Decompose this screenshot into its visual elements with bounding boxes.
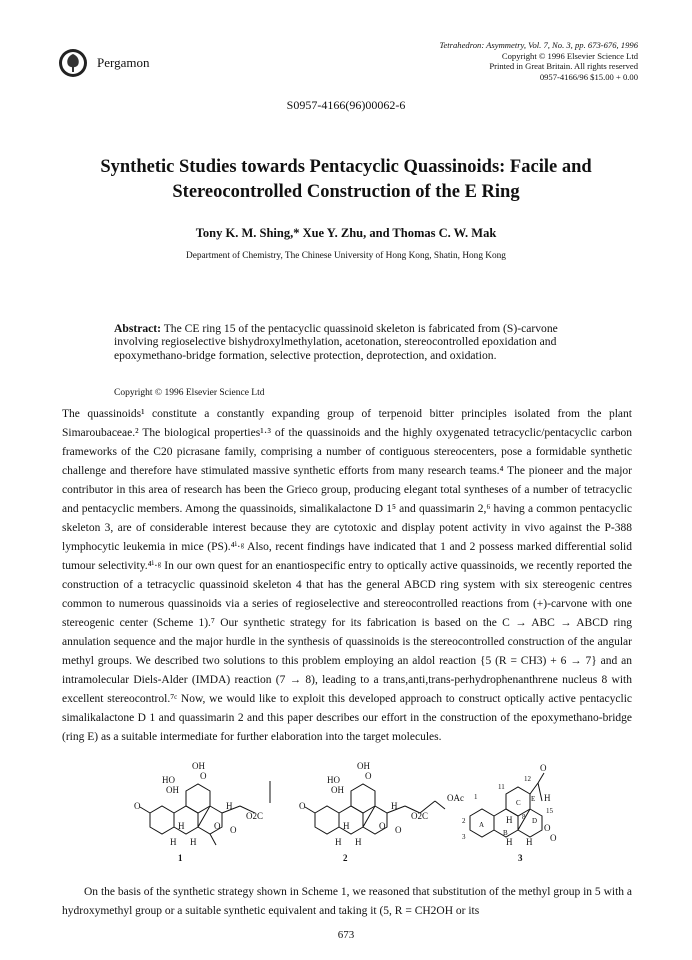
label-o2c-1: O2C (246, 811, 264, 821)
label-o-2c: O (379, 821, 386, 831)
printed-line: Printed in Great Britain. All rights reserved (489, 61, 638, 72)
affiliation: Department of Chemistry, The Chinese University of Hong Kong, Shatin, Hong Kong (186, 251, 506, 261)
label-o-1b: O (134, 801, 141, 811)
label-o2c-2: O2C (411, 811, 429, 821)
locant-15: 15 (546, 807, 553, 815)
locant-2: 2 (462, 817, 466, 825)
label-o-2b: O (299, 801, 306, 811)
ring-c: C (516, 799, 521, 807)
ring-e: E (531, 795, 536, 803)
label-oh-1: OH (192, 761, 205, 771)
label-h-3b: H (506, 815, 513, 825)
label-o-2d: O (395, 825, 402, 835)
publisher-name: Pergamon (97, 55, 150, 70)
locant-1: 1 (474, 793, 478, 801)
copyright-line: Copyright © 1996 Elsevier Science Ltd (501, 50, 638, 61)
label-ho-2: HO (327, 775, 340, 785)
authors: Tony K. M. Shing,* Xue Y. Zhu, and Thomas C. W. Mak (195, 226, 497, 240)
journal-info (378, 40, 638, 82)
label-o-1a: O (200, 771, 207, 781)
ring-b: B (503, 829, 508, 837)
compound-number-1: 1 (178, 853, 183, 863)
label-ho-1: HO (162, 775, 175, 785)
paper-title (60, 155, 632, 205)
locant-11: 11 (498, 783, 505, 791)
locant-8: 8 (522, 813, 526, 821)
ring-a: A (479, 821, 485, 829)
label-h-1c: H (170, 837, 177, 847)
compound-number-3: 3 (518, 853, 523, 863)
label-oh-2b: OH (331, 785, 344, 795)
label-h-2d: H (355, 837, 362, 847)
ring-d: D (532, 817, 538, 825)
label-o-3c: O (550, 833, 557, 843)
label-o-3b: O (544, 823, 551, 833)
abstract-copyright: Copyright © 1996 Elsevier Science Ltd (114, 388, 265, 398)
label-oh-1b: OH (166, 785, 179, 795)
locant-3: 3 (462, 833, 466, 841)
journal-line: Tetrahedron: Asymmetry, Vol. 7, No. 3, pp. 673-676, 1996 (439, 40, 638, 50)
title-line-1: Synthetic Studies towards Pentacyclic Quassinoids: Facile and (100, 157, 592, 177)
label-oac-2: OAc (447, 793, 464, 803)
next-paragraph: On the basis of the synthetic strategy shown in Scheme 1, we reasoned that substitution of the methyl group in 5 with a hydroxymethyl group or a suitable synthetic equivalent and taking it (5, R = CH2OH or its (62, 886, 632, 917)
label-h-2a: H (391, 801, 398, 811)
label-h-1a: H (226, 801, 233, 811)
label-h-1d: H (190, 837, 197, 847)
chemical-structures-figure (130, 761, 570, 881)
body-paragraph: The quassinoids¹ constitute a constantly expanding group of terpenoid bitter principles isolated from the plant Simaroubaceae.² The biological properties¹·³ of the quassinoids and the highly oxygenated tetracyclic/pentacyclic carbon frameworks of the C20 picrasane family, comprising a number of contiguous stereocenters, pose a formidable synthetic challenge and therefore have stimulated massive synthetic efforts from many research teams.⁴ The pioneer and the major contributor in this area of research has been the Grieco group, producing elegant total syntheses of a number of tetracyclic and pentacyclic members. Among the quassinoids, simalikalactone D 1⁵ and quassimarin 2,⁶ having a common pentacyclic skeleton 3, are of considerable interest because they are cytotoxic and display potent activity in vivo against the P-388 lymphocytic leukemia in mice (PS).⁴ⁱ·ᵍ Also, recent findings have indicated that 1 and 2 possess marked differential solid tumour selectivity.⁴ⁱ·ᵍ In our own quest for an enantiospecific entry to optically active quassinoids, we recently reported the construction of a tetracyclic quassinoid skeleton 4 that has the general ABCD ring system with six stereogenic centres common to numerous quassinoids via a series of regioselective and stereocontrolled reactions from (+)-carvone with one stereogenic center (Scheme 1).⁷ Our synthetic strategy for its fabrication is based on the C → ABC → ABCD ring annulation sequence and the major hurdle in the synthesis of quassinoids is the stereocontrolled construction of the angular methyl groups. We described two solutions to this problem employing an aldol reaction {5 (R = CH3) + 6 → 7} and an intramolecular Diels-Alder (IMDA) reaction (7 → 8), leading to a trans,anti,trans-perhydrophenanthrene nucleus 8 with excellent stereocontrol.⁷ᶜ Now, we would like to exploit this developed approach to construct optically active pentacyclic simalikalactone D 1 and quassimarin 2 and this paper describes our effort in the construction of the epoxymethano-bridge (ring E) as a suitable intermediate for further elaboration into the target molecules. (62, 408, 632, 743)
label-h-1b: H (178, 821, 185, 831)
label-h-3d: H (526, 837, 533, 847)
label-h-2b: H (343, 821, 350, 831)
label-oh-2: OH (357, 761, 370, 771)
abstract-text: The CE ring 15 of the pentacyclic quassinoid skeleton is fabricated from (S)-carvone involving regioselective bishydroxylmethylation, acetonation, stereocontrolled epoxidation and epoxymethano-bridge formation, selective protection, deprotection, and oxidation. (114, 322, 558, 362)
doi: S0957-4166(96)00062-6 (286, 98, 406, 112)
label-o-3a: O (540, 763, 547, 773)
compound-number-2: 2 (343, 853, 348, 863)
body-text (62, 405, 632, 747)
label-o-2a: O (365, 771, 372, 781)
label-o-1d: O (230, 825, 237, 835)
label-o-1c: O (214, 821, 221, 831)
label-h-3a: H (544, 793, 551, 803)
page-number: 673 (337, 929, 355, 941)
abstract-label: Abstract: (114, 322, 162, 335)
label-h-3c: H (506, 837, 513, 847)
price-line: 0957-4166/96 $15.00 + 0.00 (539, 71, 638, 82)
label-h-2c: H (335, 837, 342, 847)
locant-12: 12 (524, 775, 531, 783)
structure-2 (305, 784, 445, 834)
title-line-2: Stereocontrolled Construction of the E Ring (172, 182, 520, 202)
elsevier-tree-logo (58, 48, 88, 78)
abstract (114, 322, 578, 362)
